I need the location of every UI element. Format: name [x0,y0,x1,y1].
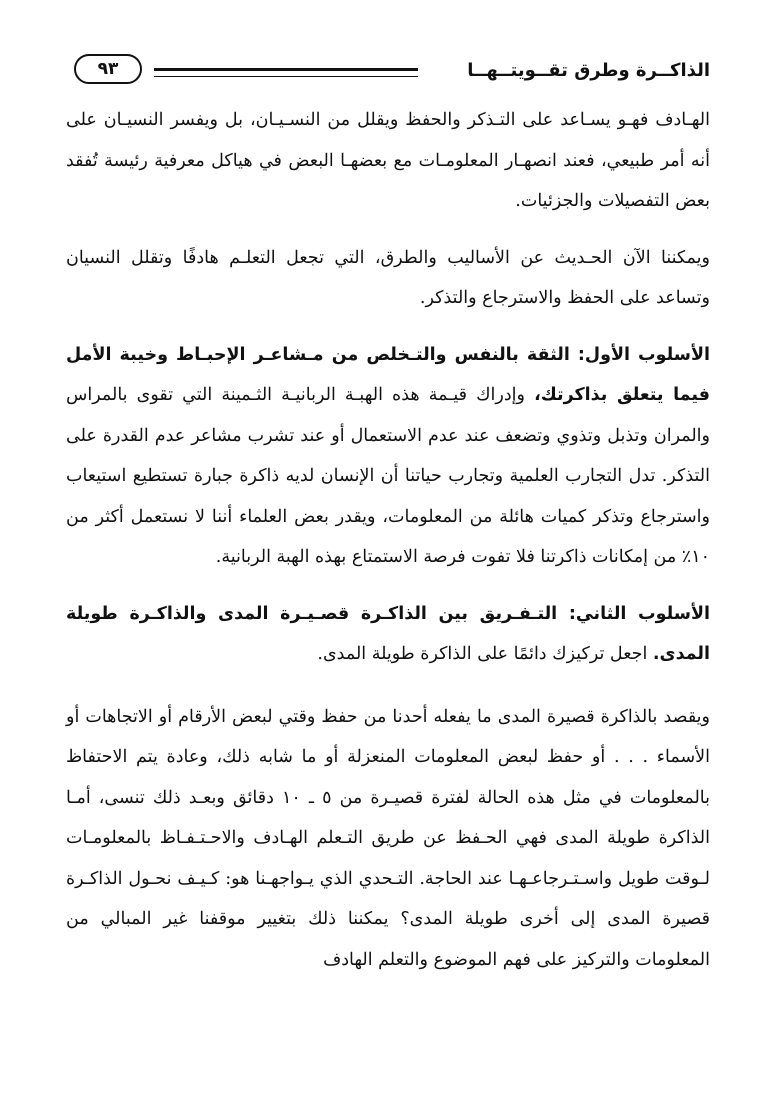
paragraph-1: الهـادف فهـو يسـاعد على التـذكر والحفظ ويقلل من النسـيـان، بل ويفسر النسيـان على أنه أمر طبيعي، فعند انصهـار المعلومـات مع بعضهـا البعض في هياكل معرفية رئيسة تُفقد بعض التفصيلات والجزئيات. [66,110,710,211]
header-rule [154,68,418,77]
paragraph-2: ويمكننا الآن الحـديث عن الأساليب والطرق، التي تجعل التعلـم هادفًا وتقلل النسيان وتساعد على الحفظ والاسترجاع والتذكر. [66,247,710,308]
method-2-body: اجعل تركيزك دائمًا على الذاكرة طويلة المدى. [317,644,648,664]
method-1-body: وإدراك قيـمة هذه الهبـة الربانيـة الثـمينة التي تقوى بالمراس والمران وتذبل وتذوي وتضعف عند عدم الاستعمال أو عند تشرب مشاعر عدم القدرة على التذكر. تدل التجارب العلمية وتجارب حياتنا أن الإنسان لديه ذاكرة جبارة تستطيع استيعاب واسترجاع وتذكر كميات هائلة من المعلومات، ويقدر بعض العلماء أننا لا نستعمل أكثر من ١٠٪ من إمكانات ذاكرتنا فلا تفوت فرصة الاستمتاع بهذه الهبة الربانية. [66,385,710,567]
paragraph-method-1 [66,335,710,578]
page-body [66,100,710,980]
page-number: ٩٣ [74,54,142,84]
page-header [74,52,710,92]
method-2-heading: الأسلوب الثاني: التـفـريق بين الذاكـرة قصـيـرة المدى والذاكـرة طويلة المدى. [66,603,710,664]
paragraph-5: ويقصد بالذاكرة قصيرة المدى ما يفعله أحدنا من حفظ وقتي لبعض الأرقام أو الاتجاهات أو الأسماء . . . أو حفظ لبعض المعلومات المنعزلة أو ما شابه ذلك، وعادة يتم الاحتفاظ بالمعلومات في مثل هذه الحالة لفترة قصيـرة من ٥ ـ ١٠ دقائق وبعـد ذلك تنسى، أمـا الذاكرة طويلة المدى فهي الحـفظ عن طريق التـعلم الهـادف والاحـتـفـاظ بالمعلومـات لـوقت طويل واسـتـرجاعـهـا عند الحاجة. التـحدي الذي يـواجهـنا هو: كـيـف نحـول الذاكـرة قصيرة المدى إلى أخرى طويلة المدى؟ يمكننا ذلك بتغيير موقفنا غير المبالي من المعلومات والتركيز على فهم الموضوع والتعلم الهادف [66,706,710,970]
method-1-heading: الأسلوب الأول: الثقة بالنفس والتـخلص من مـشاعـر الإحبـاط وخيبة الأمل فيما يتعلق بذاكرتك، [66,344,711,405]
paragraph-method-2 [66,594,710,675]
running-title: الذاكــرة وطرق تقــويتــهــا [467,60,710,81]
